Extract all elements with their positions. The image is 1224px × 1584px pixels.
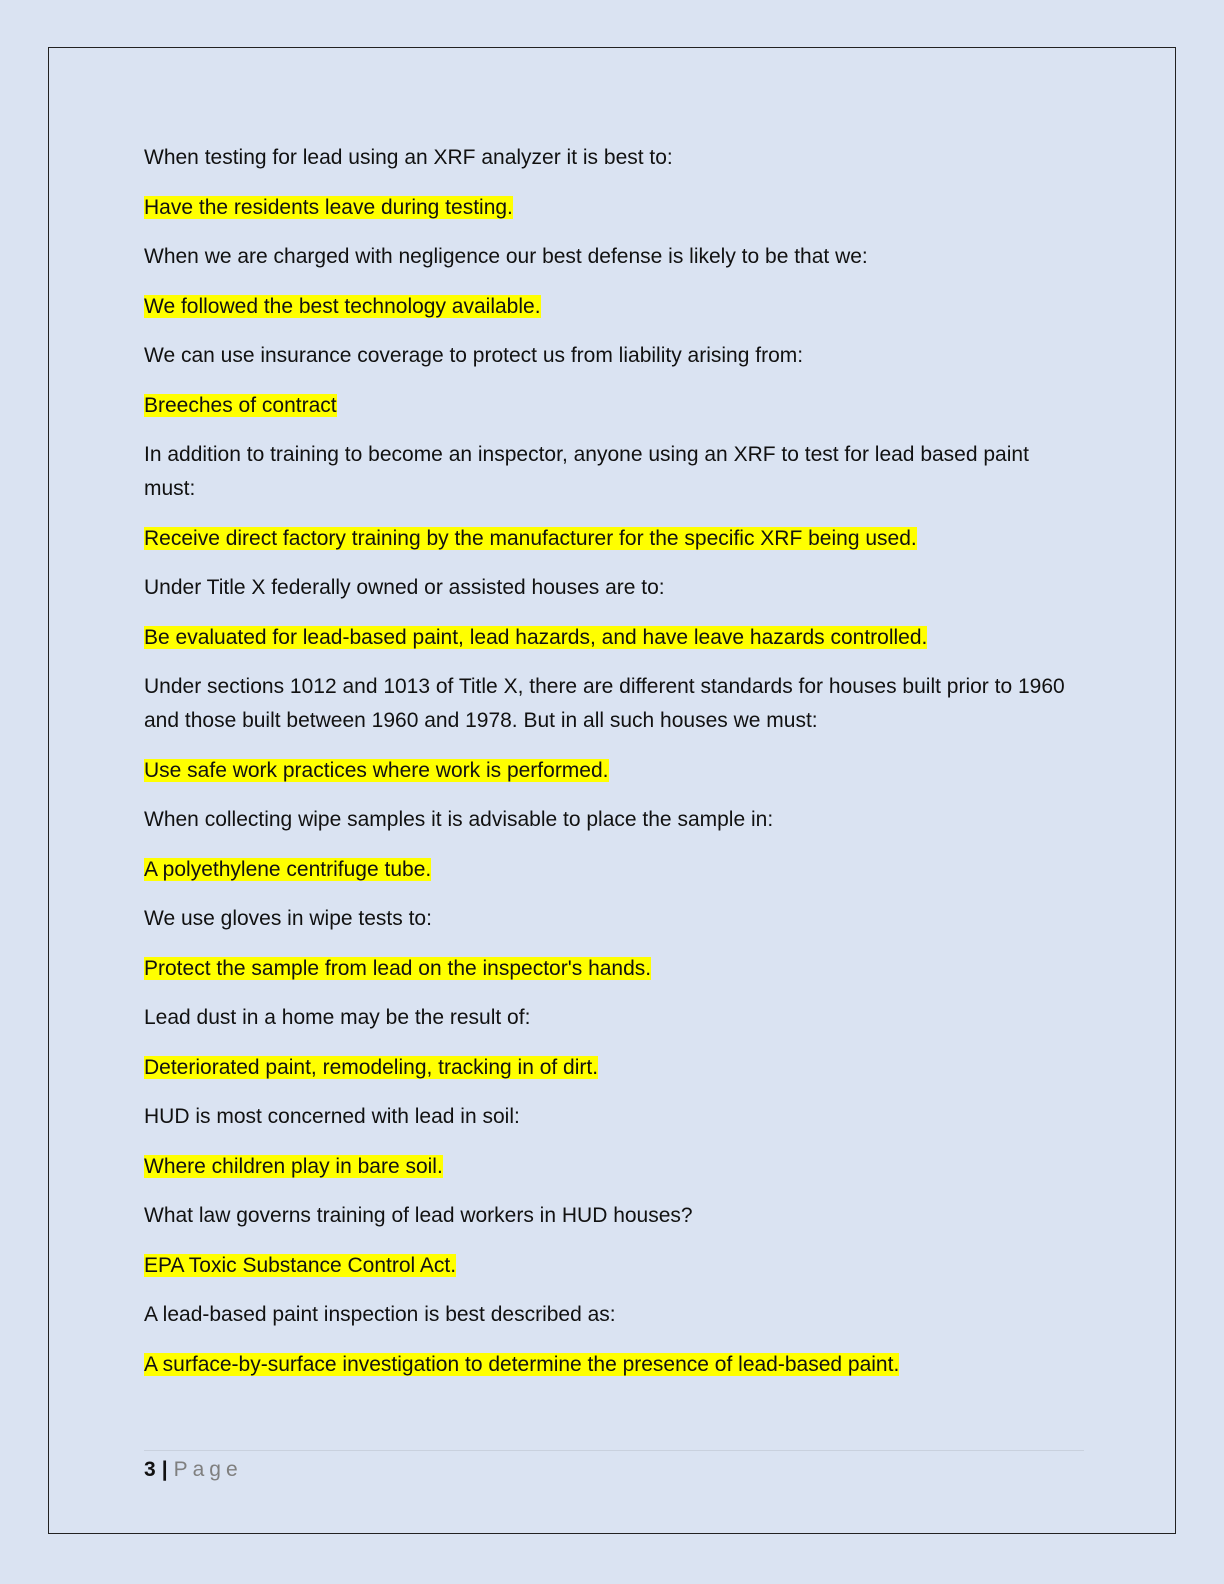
highlighted-answer: Protect the sample from lead on the inspector's hands. (144, 956, 652, 980)
answer-text (144, 1051, 1074, 1085)
answer-text (144, 853, 1074, 887)
answer-text (144, 1150, 1074, 1184)
question-text: What law governs training of lead workers in HUD houses? (144, 1204, 693, 1227)
question-text: When testing for lead using an XRF analyzer it is best to: (144, 146, 673, 169)
highlighted-answer: A surface-by-surface investigation to determine the presence of lead-based paint. (144, 1352, 900, 1376)
question-text: We can use insurance coverage to protect us from liability arising from: (144, 344, 804, 367)
answer-text (144, 1249, 1074, 1283)
question-text: When collecting wipe samples it is advisable to place the sample in: (144, 808, 774, 831)
answer-text (144, 754, 1074, 788)
question-text: Lead dust in a home may be the result of: (144, 1006, 531, 1029)
highlighted-answer: Be evaluated for lead-based paint, lead hazards, and have leave hazards controlled. (144, 625, 928, 649)
answer-text (144, 191, 1074, 225)
answer-text (144, 1348, 1074, 1382)
page-number: 3 (144, 1458, 156, 1481)
highlighted-answer: Where children play in bare soil. (144, 1154, 443, 1178)
question-text: Under Title X federally owned or assisted houses are to: (144, 576, 665, 599)
highlighted-answer: Deteriorated paint, remodeling, tracking in of dirt. (144, 1055, 599, 1079)
question-text: HUD is most concerned with lead in soil: (144, 1105, 520, 1128)
highlighted-answer: A polyethylene centrifuge tube. (144, 857, 432, 881)
footer-separator: | (161, 1458, 168, 1481)
answer-text (144, 621, 1074, 655)
answer-text (144, 389, 1074, 423)
question-text: In addition to training to become an inspector, anyone using an XRF to test for lead based paint must: (144, 443, 1029, 500)
question-text: When we are charged with negligence our best defense is likely to be that we: (144, 245, 868, 268)
document-body (144, 141, 1074, 1397)
answer-text (144, 290, 1074, 324)
question-text: We use gloves in wipe tests to: (144, 907, 432, 930)
highlighted-answer: Use safe work practices where work is performed. (144, 758, 609, 782)
page-footer (144, 1457, 243, 1483)
highlighted-answer: Breeches of contract (144, 393, 337, 417)
highlighted-answer: Receive direct factory training by the manufacturer for the specific XRF being used. (144, 526, 917, 550)
footer-divider (144, 1450, 1084, 1451)
answer-text (144, 522, 1074, 556)
highlighted-answer: We followed the best technology available. (144, 294, 541, 318)
highlighted-answer: EPA Toxic Substance Control Act. (144, 1253, 457, 1277)
question-text: Under sections 1012 and 1013 of Title X, there are different standards for houses built prior to 1960 and those built between 1960 and 1978. But in all such houses we must: (144, 675, 1065, 732)
highlighted-answer: Have the residents leave during testing. (144, 195, 513, 219)
answer-text (144, 952, 1074, 986)
question-text: A lead-based paint inspection is best described as: (144, 1303, 616, 1326)
page-label: Page (173, 1458, 243, 1481)
